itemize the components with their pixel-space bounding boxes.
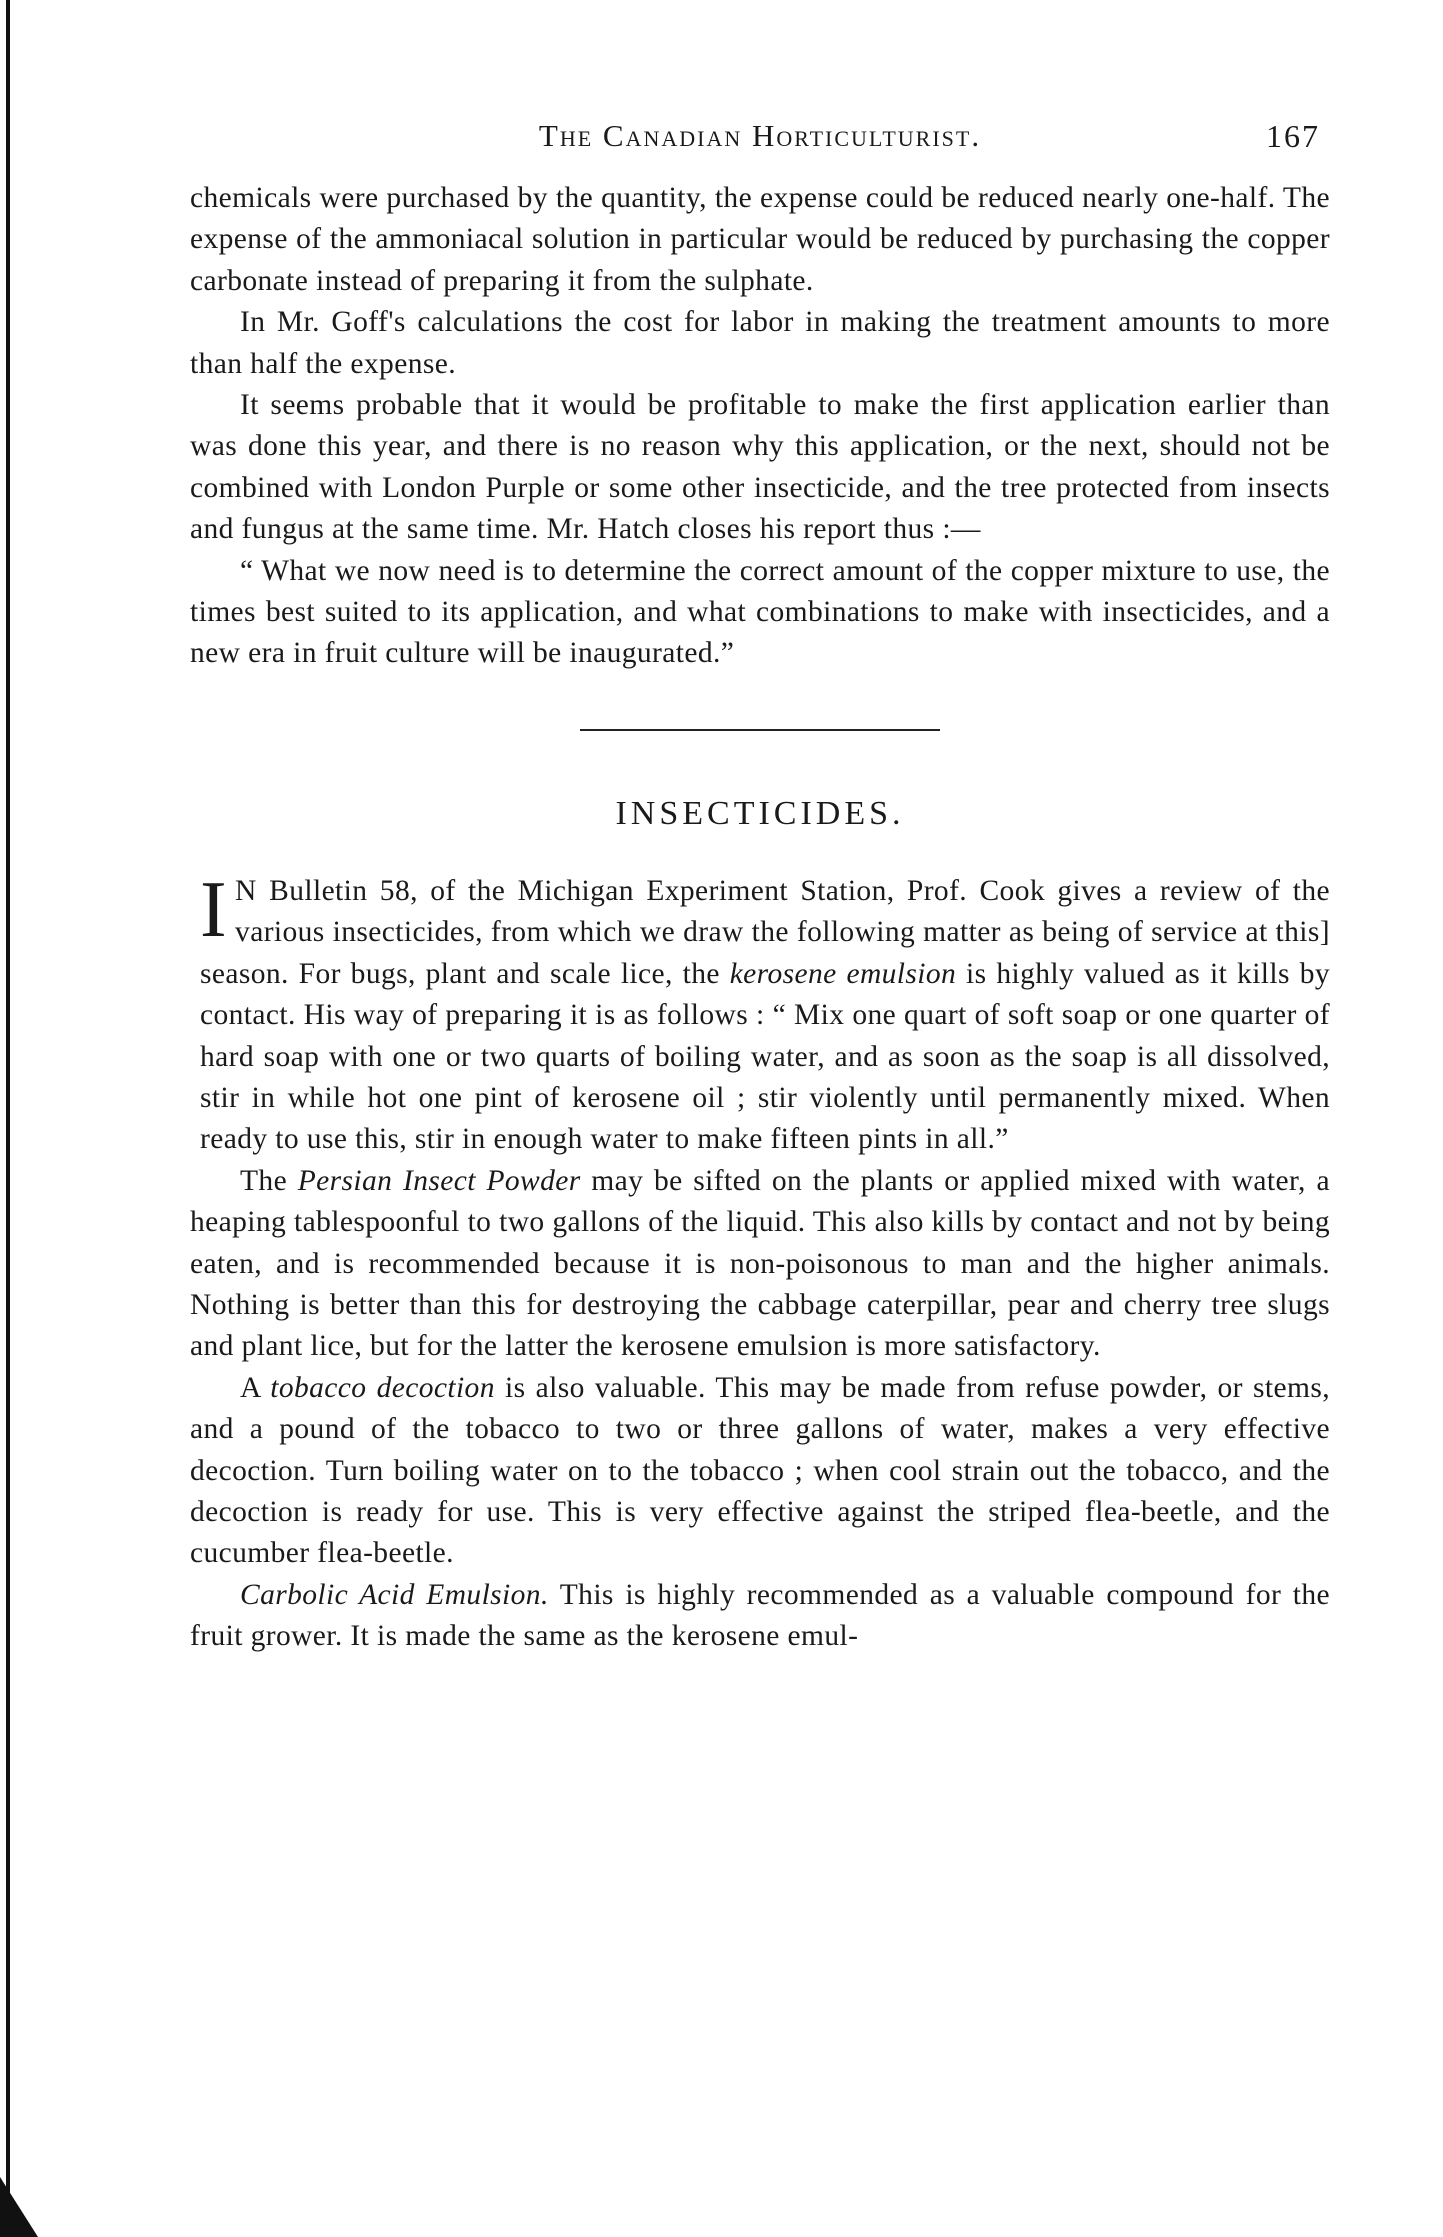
text-run: may be sifted on the plants or applied mixed with water, a heaping tablespoonful to two gallons of the liquid. This also kills by contact and not by being eaten, and is recommended because it is non-poisonous to man and the higher animals. Nothing is better than this for destroying the cabbage caterpillar, pear and cherry tree slugs and plant lice, but for the latter the kerosene emulsion is more satisfactory. — [190, 1164, 1330, 1363]
text-run: A — [240, 1371, 271, 1404]
page-number: 167 — [1266, 118, 1320, 154]
paragraph-continued-3: It seems probable that it would be profitable to make the first application earlier than was done this year, and there is no reason why this application, or the next, should not be combined with London Purple or some other insecticide, and the tree protected from insects and fungus at the same time. Mr. Hatch closes his report thus :— — [190, 389, 1330, 546]
section-title: INSECTICIDES. — [615, 794, 905, 832]
text-run: is highly valued as it kills by contact. His way of preparing it is as follows : “ Mix one quart of soft soap or one quarter of hard soap with one or two quarts of boiling water, and as soon as the soap is all dissolved, stir in while hot one pint of kerosene oil ; stir violently until permanently mixed. When ready to use this, stir in enough water to make fifteen pints in all.” — [200, 957, 1330, 1156]
paragraph-carbolic-acid — [190, 1575, 1330, 1658]
text-run: N Bulletin 58, of the Michigan Experiment Station, Prof. Cook gives a review of the various insecticides, from which we draw the following matter as being of service at this] season. For bugs, plant and scale lice, the — [200, 874, 1330, 990]
text-run: This is highly recommended as a valuable compound for the fruit grower. It is made the same as the kerosene emul- — [190, 1578, 1330, 1653]
book-spine-edge — [6, 0, 10, 2237]
running-head — [190, 118, 1330, 178]
quotation-paragraph: “ What we now need is to determine the correct amount of the copper mixture to use, the times best suited to its application, and what combinations to make with insecticides, and a new era in fruit culture will be inaugurated.” — [190, 554, 1330, 670]
italic-term-kerosene-emulsion: kerosene emulsion — [729, 957, 957, 990]
book-spine-corner — [0, 2177, 38, 2237]
paragraph-continued-1: chemicals were purchased by the quantity, the expense could be reduced nearly one-half. The expense of the ammoniacal solution in particular would be reduced by purchasing the copper carbonate instead of preparing it from the sulphate. — [190, 182, 1330, 297]
drop-cap: I — [200, 865, 228, 954]
section-divider-rule — [580, 729, 940, 731]
running-title: The Canadian Horticulturist. — [538, 118, 982, 153]
page-content — [190, 118, 1330, 1658]
italic-term-carbolic-acid-emulsion: Carbolic Acid Emulsion. — [240, 1578, 549, 1611]
paragraph-continued-2: In Mr. Goff's calculations the cost for labor in making the treatment amounts to more than half the expense. — [190, 306, 1330, 380]
italic-term-persian-insect-powder: Persian Insect Powder — [297, 1164, 581, 1197]
paragraph-tobacco-decoction — [190, 1368, 1330, 1575]
text-run: The — [240, 1164, 298, 1197]
paragraph-persian-powder — [190, 1161, 1330, 1368]
paragraph-bulletin — [200, 865, 1330, 1161]
italic-term-tobacco-decoction: tobacco decoction — [270, 1371, 495, 1404]
text-run: is also valuable. This may be made from refuse powder, or stems, and a pound of the tobacco to two or three gallons of water, makes a very effective decoction. Turn boiling water on to the tobacco ; when cool strain out the tobacco, and the decoction is ready for use. This is very effective against the striped flea-beetle, and the cucumber flea-beetle. — [190, 1371, 1330, 1570]
